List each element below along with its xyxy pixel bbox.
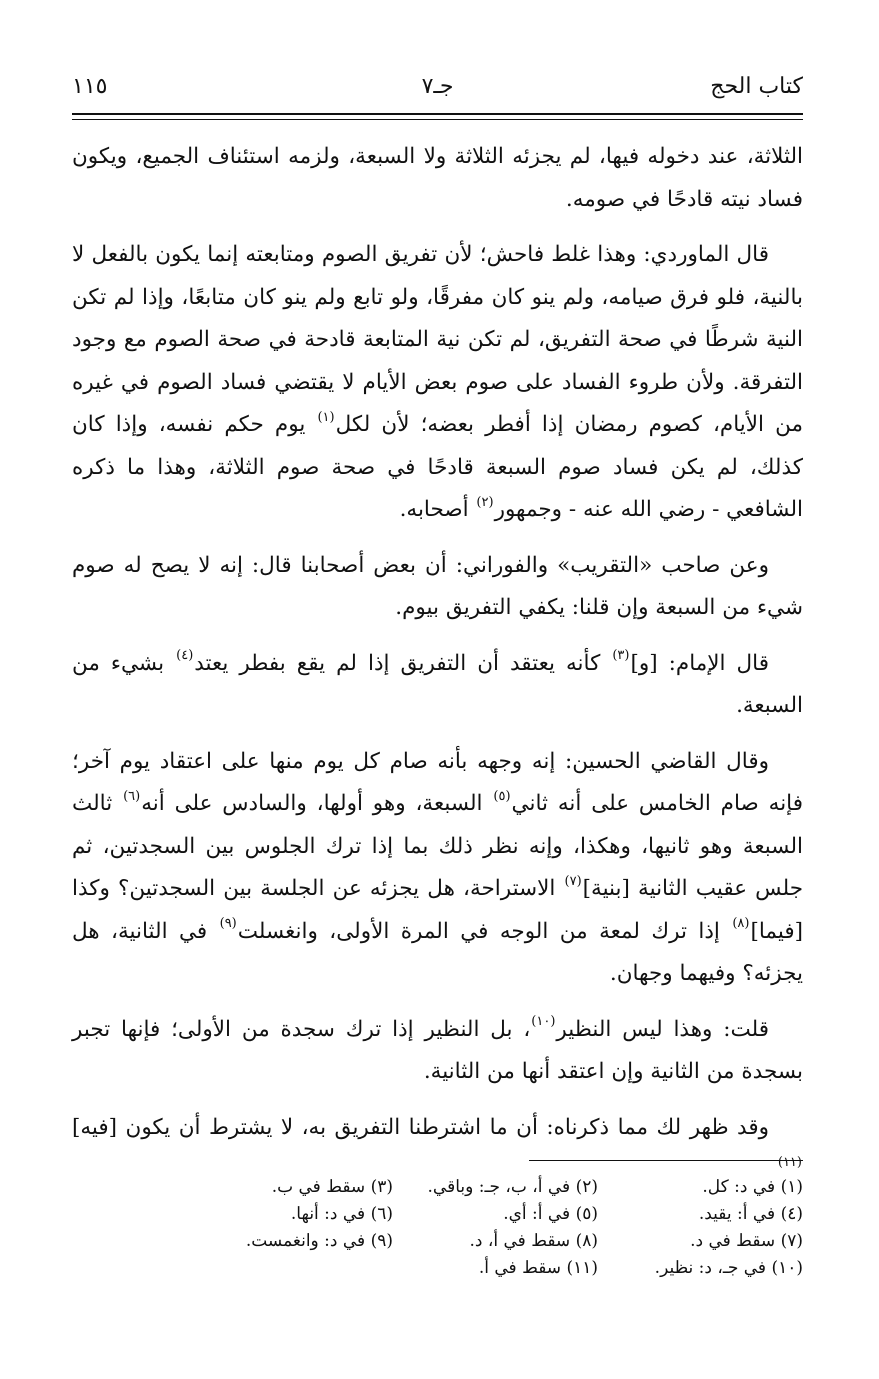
footnote-marker: (٥)	[493, 788, 511, 804]
text-segment: يوم حكم نفسه، وإذا كان كذلك، لم يكن فساد صوم السبعة قادحًا في صحة صوم الثلاثة، وهذا ما ذكره الشافعي - رضي الله عنه - وجمهور	[72, 412, 803, 522]
page-number: ١١٥	[72, 74, 108, 99]
footnote-marker: (٣)	[612, 648, 630, 664]
footnote: (٥) في أ: أي.	[503, 1204, 598, 1224]
footnotes	[180, 1174, 803, 1282]
running-title: كتاب الحج	[710, 74, 803, 99]
header-rule-thick	[72, 113, 803, 115]
footnote-marker: (٤)	[176, 648, 194, 664]
footnote: (١) في د: كل.	[702, 1177, 803, 1197]
footnote-marker: (٧)	[564, 873, 582, 889]
text-segment: وقد ظهر لك مما ذكرناه: أن ما اشترطنا التفريق به، لا يشترط أن يكون [فيه]	[72, 1114, 769, 1140]
footnote-row	[180, 1228, 803, 1255]
text-segment: وعن صاحب «التقريب» والفوراني: أن بعض أصحابنا قال: إنه لا يصح له صوم شيء من السبعة وإن قلنا: يكفي التفريق بيوم.	[72, 552, 803, 620]
text-segment: الاستراحة، هل يجزئه عن الجلسة بين السجدتين؟ وكذا [فيما]	[72, 876, 803, 944]
footnote-row	[180, 1201, 803, 1228]
text-segment: في الثانية، هل يجزئه؟ وفيهما وجهان.	[72, 918, 803, 986]
footnote: (٢) في أ، ب، جـ: وباقي.	[427, 1177, 598, 1197]
paragraph	[72, 234, 803, 532]
text-segment: بشيء من السبعة.	[72, 650, 803, 718]
header-rule-thin	[72, 119, 803, 120]
paragraph	[72, 136, 803, 221]
text-segment: وقال القاضي الحسين: إنه وجهه بأنه صام كل يوم منها على اعتقاد يوم آخر؛ فإنه صام الخامس على أنه ثاني	[72, 748, 804, 816]
paragraph	[72, 741, 803, 996]
text-segment: إذا ترك لمعة من الوجه في المرة الأولى، وانغسلت	[237, 918, 732, 944]
text-segment: السبعة، وهو أولها، والسادس على أنه	[141, 791, 493, 816]
text-segment: أصحابه.	[399, 497, 476, 522]
text-segment: قلت: وهذا ليس النظير	[556, 1016, 769, 1042]
main-text	[72, 136, 803, 1205]
footnote-marker: (٦)	[123, 788, 141, 804]
footnote-marker: (٩)	[219, 916, 237, 932]
footnote-marker: (١١)	[777, 1154, 802, 1170]
paragraph	[72, 1009, 803, 1094]
text-segment: قال الماوردي: وهذا غلط فاحش؛ لأن تفريق الصوم ومتابعته إنما يكون بالفعل لا بالنية، فلو فرق صيامه، ولم ينو كان مفرقًا، ولو تابع ولم ينو كان متابعًا، وإذا لم تكن النية شرطًا في صحة التفريق، لم تكن نية المتابعة قادحة في صحة الصوم مع وجود التفرقة. ولأن طروء الفساد على صوم بعض الأيام لا يقتضي فساد الصوم في غيره من الأيام، كصوم رمضان إذا أفطر بعضه؛ لأن لكل	[72, 242, 804, 437]
footnote: (٦) في د: أنها.	[290, 1204, 393, 1224]
paragraph	[72, 643, 803, 728]
text-segment: ثالث السبعة وهو ثانيها، وهكذا، وإنه نظر ذلك بما إذا ترك الجلوس بين السجدتين، ثم جلس عقيب الثانية [بنية]	[72, 791, 803, 901]
footnote: (٧) سقط في د.	[690, 1231, 803, 1251]
text-segment: كأنه يعتقد أن التفريق إذا لم يقع بفطر يعتد	[194, 650, 612, 676]
footnote: (١٠) في جـ، د: نظير.	[654, 1258, 803, 1278]
page-header	[72, 70, 803, 110]
footnote-marker: (٨)	[732, 916, 750, 932]
footnote-marker: (١٠)	[531, 1014, 556, 1030]
text-segment: قال الإمام: [و]	[630, 650, 769, 676]
footnote: (٤) في أ: يقيد.	[698, 1204, 803, 1224]
footnote-marker: (١)	[317, 409, 335, 425]
footnote-row	[180, 1255, 803, 1282]
paragraph	[72, 545, 803, 630]
footnote-separator	[529, 1160, 803, 1161]
footnote: (١١) سقط في أ.	[478, 1258, 598, 1278]
volume-label: جـ٧	[421, 74, 454, 99]
footnote: (٣) سقط في ب.	[271, 1177, 393, 1197]
footnote-marker: (٢)	[476, 494, 494, 510]
text-segment: ، بل النظير إذا ترك سجدة من الأولى؛ فإنها تجبر بسجدة من الثانية وإن اعتقد أنها من الثانية.	[72, 1016, 803, 1084]
footnote: (٨) سقط في أ، د.	[469, 1231, 598, 1251]
text-segment: الثلاثة، عند دخوله فيها، لم يجزئه الثلاثة ولا السبعة، ولزمه استئناف الجميع، ويكون فساد نيته قادحًا في صومه.	[72, 144, 803, 212]
footnote-row	[180, 1174, 803, 1201]
footnote: (٩) في د: وانغمست.	[245, 1231, 393, 1251]
